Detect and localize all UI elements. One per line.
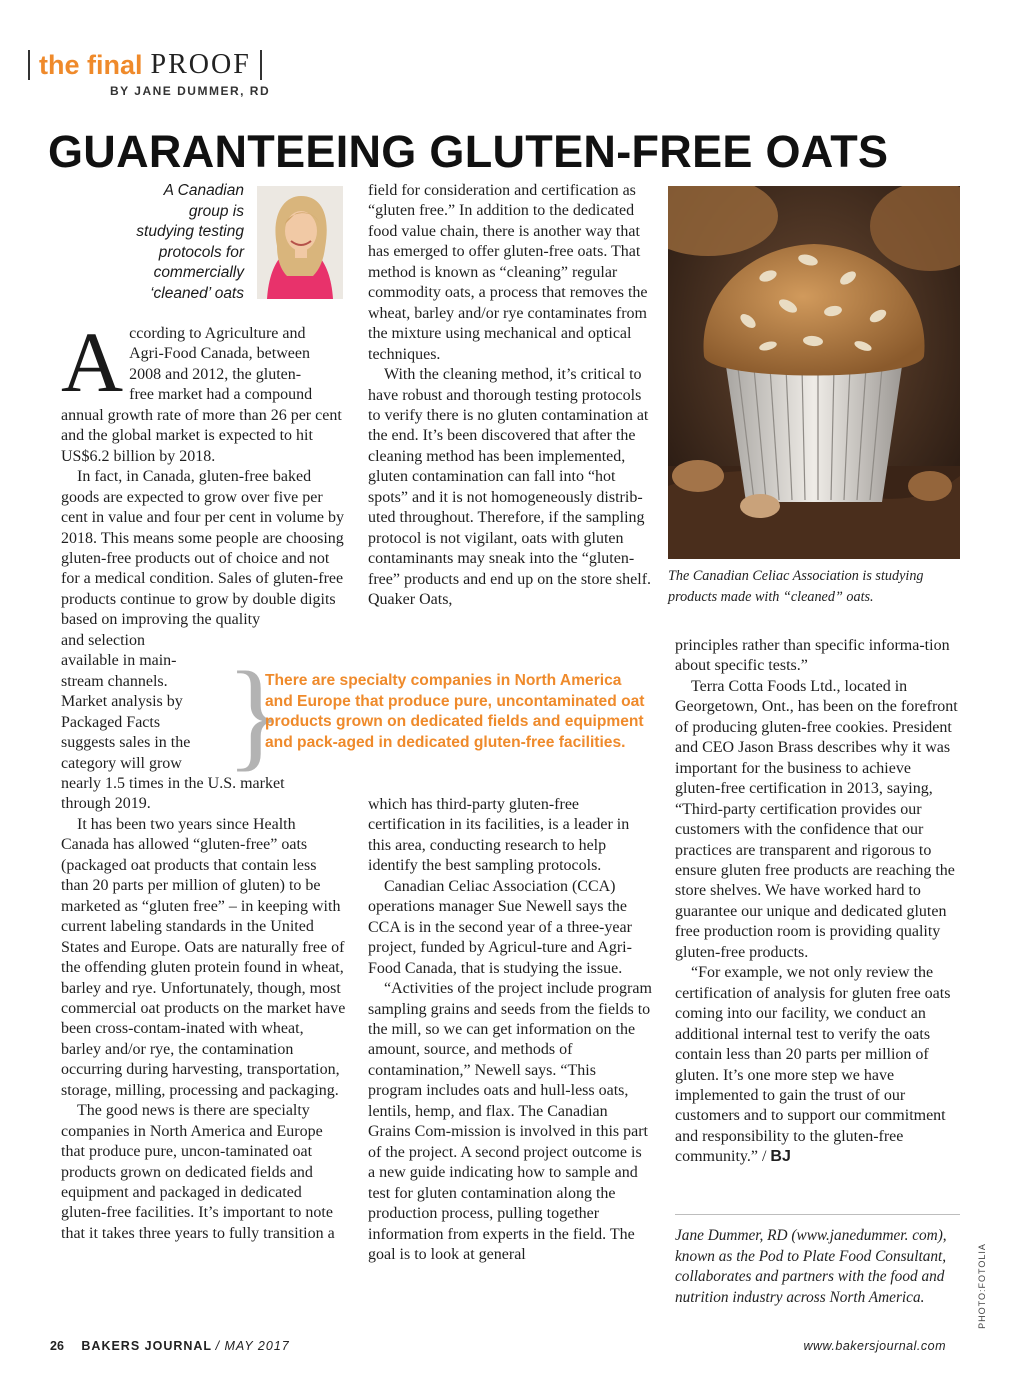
photo-credit: PHOTO:FOTOLIA — [977, 1243, 987, 1329]
intro-line: ccording to Agriculture and — [129, 325, 306, 342]
author-bio: Jane Dummer, RD (www.janedummer. com), known as the Pod to Plate Food Consultant, collaborates and partners with the food and nutrition industry across North America. — [675, 1227, 947, 1306]
deck-line: protocols for — [158, 243, 244, 261]
kicker-right-bar — [260, 50, 262, 80]
headline: GUARANTEEING GLUTEN-FREE OATS — [48, 126, 889, 177]
magazine-name: BAKERS JOURNAL — [81, 1339, 213, 1353]
byline: BY JANE DUMMER, RD — [110, 84, 271, 98]
paragraph: principles rather than specific informa-tion about specific tests.” — [675, 637, 950, 675]
intro-line: Agri-Food Canada, between — [129, 345, 310, 363]
paragraph: In fact, in Canada, gluten-free baked goods are expected to grow over five per cent in value and four per cent in volume by 2018. This means some people are choosing gluten-free products out of choice and not for a medical condition. Sales of gluten-free products continue to grow by double digits based on improving the quality — [61, 468, 345, 629]
muffin-illustration — [668, 186, 960, 559]
author-headshot — [257, 186, 343, 299]
column-2-bottom — [368, 795, 652, 1265]
drop-cap: A — [61, 314, 124, 410]
deck — [100, 181, 244, 304]
column-3 — [675, 636, 960, 1168]
paragraph: which has third-party gluten-free certification in its facilities, is a leader in this area, conducting research to help identify the best sampling protocols. — [368, 796, 630, 875]
paragraph: The good news is there are specialty companies in North America and Europe that produce pure, uncon-taminated oat products grown on dedicated fields and equipment and packaged in dedicated gluten-free facilities. It’s important to note that it takes three years to fully transition a — [61, 1102, 335, 1242]
paragraph: Terra Cotta Foods Ltd., located in Georgetown, Ont., has been on the forefront of producing gluten-free cookies. President and CEO Jason Brass describes why it was important for the business to achieve gluten-free certification in 2013, saying, “Third-party certification provides our customers with the confidence that our practices are transparent and rigorous to ensure gluten free products are reaching the store shelves. We have worked hard to guarantee our unique and dedicated gluten free production room is providing quality gluten-free products. — [675, 677, 958, 961]
paragraph: With the cleaning method, it’s critical to have robust and thorough testing protocols to verify there is no gluten contamination at the end. It’s been discovered that after the cleaning method has been implemented, gluten contamination can fall into “hot spots” and it is not homogeneously distrib-uted throughout. Therefore, if the sampling protocol is not vigilant, oats with gluten contaminants may sneak into the “gluten-free” products and end up on the store shelf. Quaker Oats, — [368, 366, 652, 609]
bio-divider — [675, 1214, 960, 1215]
deck-line: ‘cleaned’ oats — [150, 284, 244, 302]
pullquote: There are specialty companies in North America and Europe that produce pure, uncontaminated oat products grown on dedicated fields and equipment and pack-aged in dedicated gluten-free facilities. — [265, 672, 645, 751]
narrow-line: Packaged Facts — [61, 713, 161, 731]
kicker-proof: PROOF — [150, 49, 251, 80]
paragraph — [675, 963, 960, 1168]
narrow-line: Market analysis by — [61, 693, 183, 711]
issue-date: / MAY 2017 — [215, 1339, 290, 1353]
paragraph-line: through 2019. — [61, 795, 151, 813]
paragraph-text: “For example, we not only review the certification of analysis for gluten free oats coming into our facility, we conduct an additional internal test to verify the oats contain less than 20 parts per million of gluten. It’s one more step we have implemented to gain the trust of our customers and to support our commitment and responsibility to the gluten-free community.” / — [675, 964, 951, 1166]
deck-line: A Canadian — [163, 182, 244, 199]
paragraph: “Activities of the project include program sampling grains and seeds from the fields to the mill, so we can get information on the amount, source, and methods of contamination,” Newell says. “This program includes oats and hull-less oats, lentils, hemp, and flax. The Canadian Grains Com-mission is involved in this part of the project. A second project outcome is a new guide indicating how to sample and test for gluten contamination along the production process, pulling together information from experts in the field. The goal is to look at general — [368, 980, 652, 1263]
footer-left — [50, 1339, 290, 1353]
photo-caption: The Canadian Celiac Association is studying products made with “cleaned” oats. — [668, 568, 924, 605]
narrow-line: category will grow — [61, 754, 182, 772]
deck-line: studying testing — [136, 223, 244, 240]
sign-off: BJ — [770, 1148, 791, 1166]
pullquote-brace: } — [226, 647, 285, 782]
intro-line: free market had a compound — [129, 386, 313, 404]
page-number: 26 — [50, 1339, 64, 1353]
kicker-final: the final — [39, 49, 143, 80]
section-kicker — [28, 48, 262, 82]
narrow-line: and selection — [61, 631, 145, 649]
footer-url: www.bakersjournal.com — [803, 1339, 946, 1353]
column-1 — [61, 314, 347, 1244]
narrow-line: available in main- — [61, 652, 177, 670]
paragraph: annual growth rate of more than 26 per cent and the global market is expected to hit US$6.2 billion by 2018. — [61, 406, 342, 465]
paragraph: Canadian Celiac Association (CCA) operations manager Sue Newell says the CCA is in the second year of a three-year project, funded by Agricul-ture and Agri-Food Canada, that is studying the issue. — [368, 877, 632, 977]
author-headshot-illustration — [257, 186, 343, 299]
paragraph: It has been two years since Health Canada has allowed “gluten-free” oats (packaged oat products that contain less than 20 parts per million of gluten) to be marketed as “gluten free” – in keeping with current labeling standards in the United States and Europe. Oats are naturally free of the offending gluten protein found in wheat, barley and rye. Unfortunately, though, most commercial oat products on the market have been cross-contam-inated with wheat, barley and/or rye, the contamination occurring during harvesting, transportation, storage, milling, processing and packaging. — [61, 815, 346, 1099]
narrow-line: stream channels. — [61, 672, 168, 690]
paragraph: field for consideration and certification as “gluten free.” In addition to the dedicated food value chain, there is another way that has emerged to offer gluten-free oats. That method is known as “cleaning” regular commodity oats, a process that removes the wheat, barley and/or rye contaminates from the mixture using mechanical and optical techniques. — [368, 182, 648, 363]
deck-line: commercially — [153, 264, 244, 281]
kicker-left-bar — [28, 50, 30, 80]
muffin-photo — [668, 186, 960, 559]
deck-line: group is — [188, 202, 244, 220]
paragraph-line: nearly 1.5 times in the U.S. market — [61, 774, 285, 792]
narrow-line: suggests sales in the — [61, 734, 191, 752]
column-2-top — [368, 181, 652, 611]
intro-line: 2008 and 2012, the gluten- — [129, 365, 302, 383]
